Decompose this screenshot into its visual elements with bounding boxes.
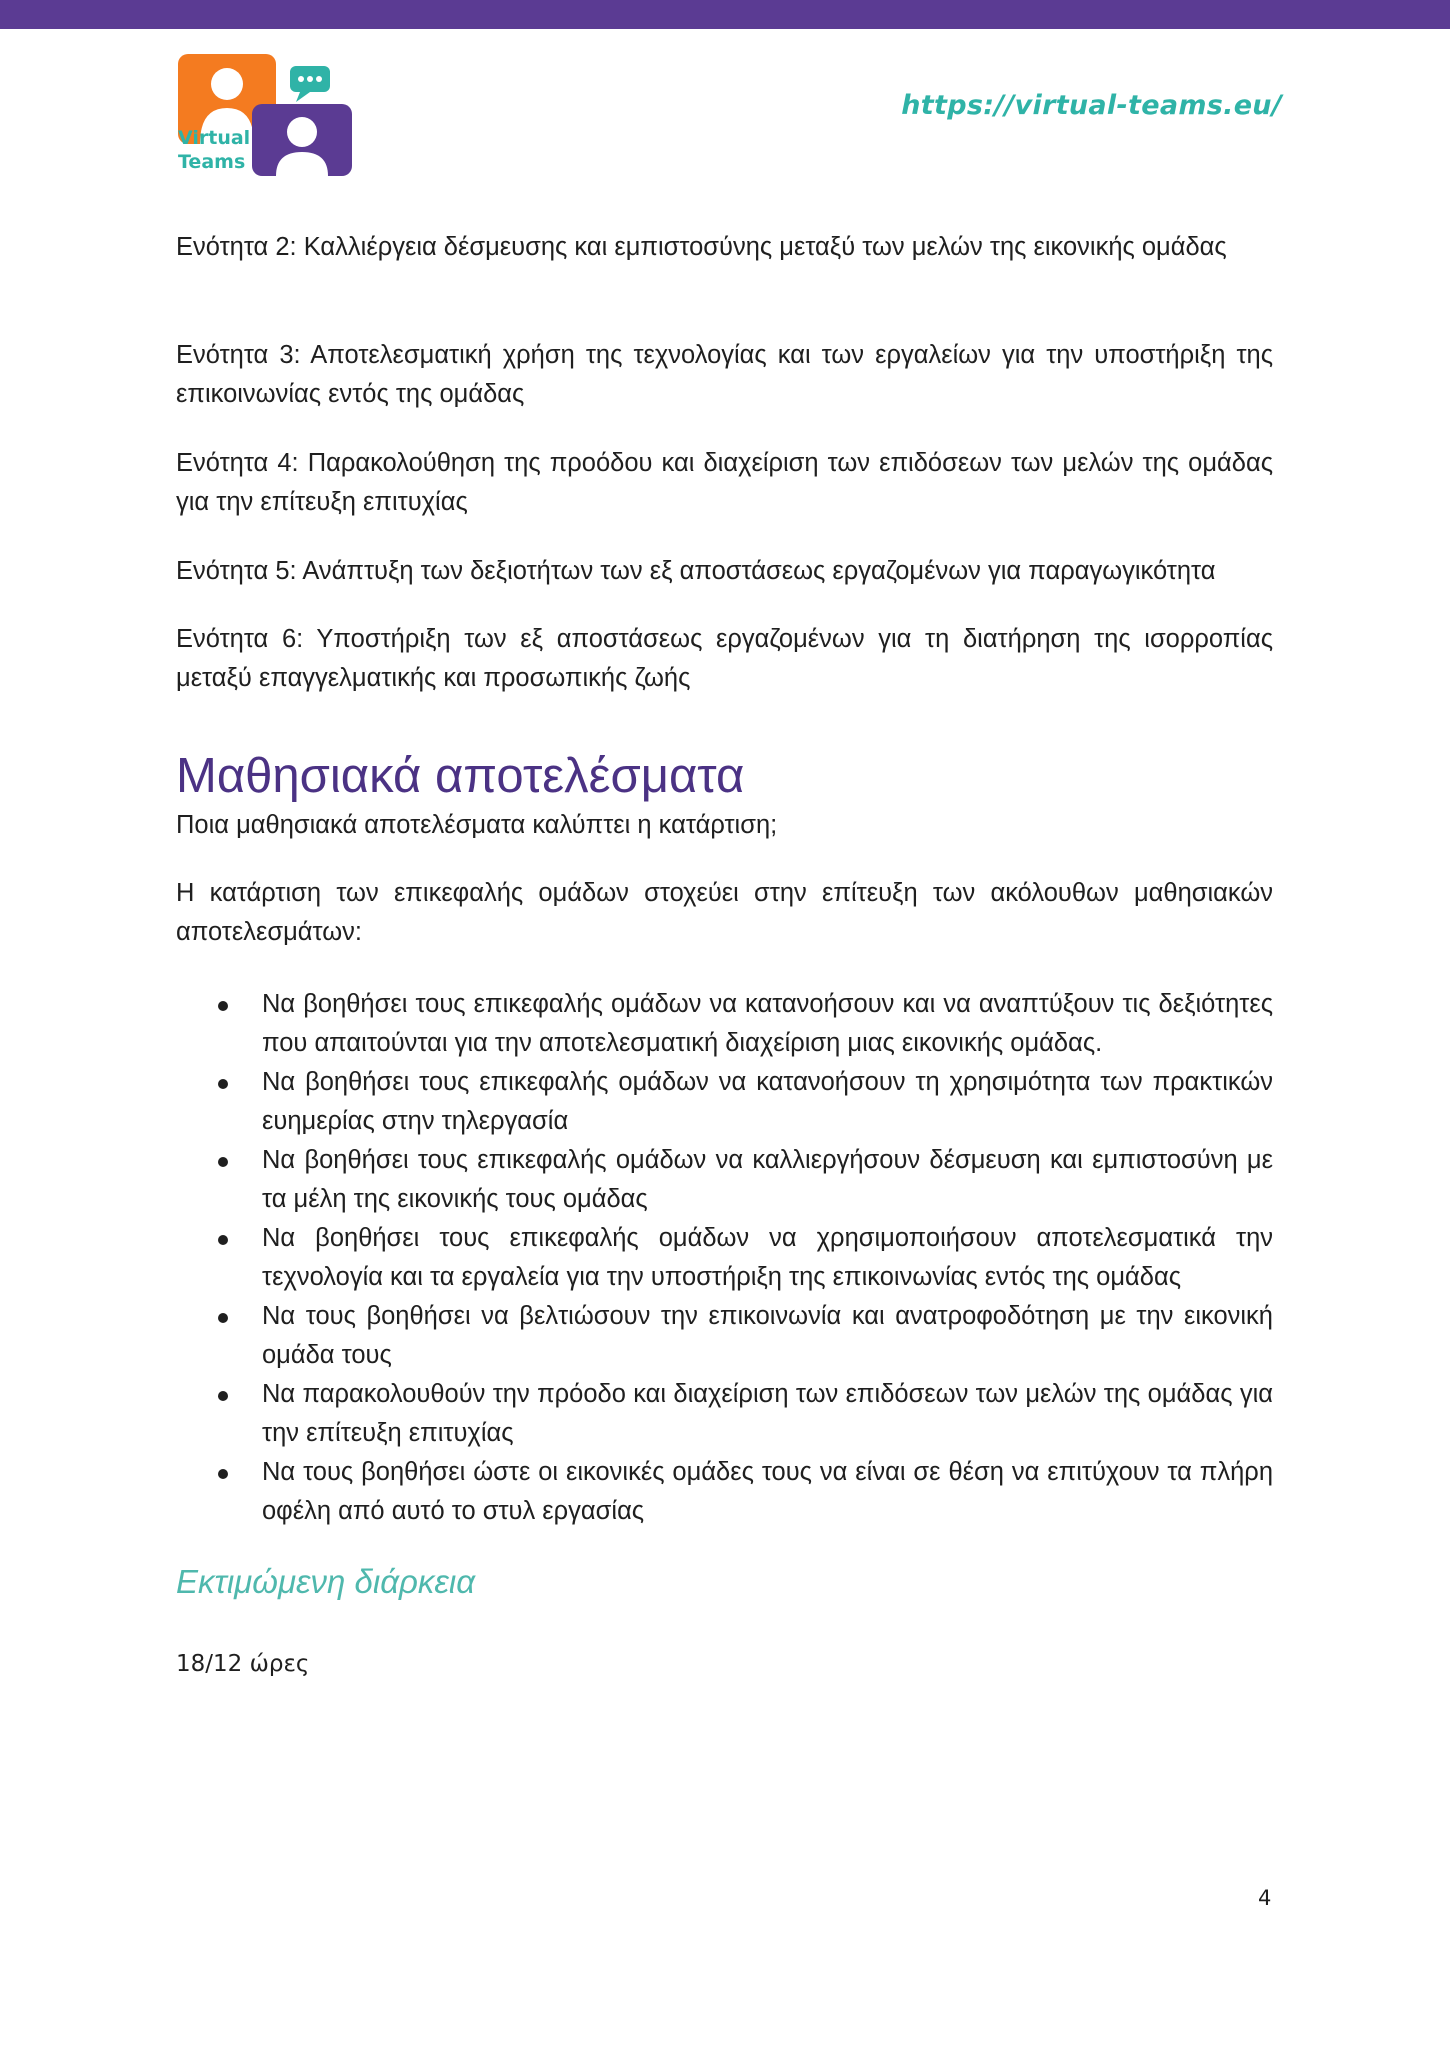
outcome-text: Να παρακολουθούν την πρόοδο και διαχείριση των επιδόσεων των μελών της ομάδας για την επίτευξη επιτυχίας [262,1380,1273,1447]
outcome-text: Να βοηθήσει τους επικεφαλής ομάδων να χρησιμοποιήσουν αποτελεσματικά την τεχνολογία και τα εργαλεία για την υποστήριξη της επικοινωνίας εντός της ομάδας [262,1224,1273,1291]
site-url-link[interactable]: https://virtual-teams.eu/ [901,90,1282,121]
bullet-icon [218,1391,228,1401]
module-5: Ενότητα 5: Ανάπτυξη των δεξιοτήτων των εξ αποστάσεως εργαζομένων για παραγωγικότητα [176,557,1216,585]
page-number: 4 [1258,1886,1272,1910]
logo-text-teams: Teams [178,151,246,173]
virtual-teams-logo [174,52,354,178]
learning-question: Ποια μαθησιακά αποτελέσματα καλύπτει η κατάρτιση; [176,811,778,839]
outcome-text: Να βοηθήσει τους επικεφαλής ομάδων να καλλιεργήσουν δέσμευση και εμπιστοσύνη με τα μέλη της εικονικής τους ομάδας [262,1146,1273,1213]
list-item [176,1453,1273,1531]
learning-intro: Η κατάρτιση των επικεφαλής ομάδων στοχεύει στην επίτευξη των ακόλουθων μαθησιακών αποτελεσμάτων: [176,879,1273,946]
top-color-bar [0,0,1450,29]
module-2: Ενότητα 2: Καλλιέργεια δέσμευσης και εμπιστοσύνης μεταξύ των μελών της εικονικής ομάδας [176,233,1227,261]
bullet-icon [218,1001,228,1011]
list-item [176,985,1273,1063]
module-3: Ενότητα 3: Αποτελεσματική χρήση της τεχνολογίας και των εργαλείων για την υποστήριξη της επικοινωνίας εντός της ομάδας [176,341,1273,408]
outcome-text: Να βοηθήσει τους επικεφαλής ομάδων να κατανοήσουν και να αναπτύξουν τις δεξιότητες που απαιτούνται για την αποτελεσματική διαχείριση μιας εικονικής ομάδας. [262,990,1273,1057]
learning-outcomes-heading: Μαθησιακά αποτελέσματα [176,749,745,803]
list-item [176,1297,1273,1375]
list-item [176,1063,1273,1141]
logo-text [178,126,250,174]
outcome-text: Να τους βοηθήσει να βελτιώσουν την επικοινωνία και ανατροφοδότηση με την εικονική ομάδα τους [262,1302,1273,1369]
list-item [176,1375,1273,1453]
learning-outcomes-list [176,985,1273,1531]
module-4: Ενότητα 4: Παρακολούθηση της προόδου και διαχείριση των επιδόσεων των μελών της ομάδας για την επίτευξη επιτυχίας [176,449,1273,516]
bullet-icon [218,1469,228,1479]
duration-value: 18/12 ώρες [176,1651,310,1677]
list-item [176,1141,1273,1219]
duration-heading: Εκτιμώμενη διάρκεια [176,1563,476,1600]
bullet-icon [218,1157,228,1167]
module-6: Ενότητα 6: Υποστήριξη των εξ αποστάσεως εργαζομένων για τη διατήρηση της ισορροπίας μεταξύ επαγγελματικής και προσωπικής ζωής [176,625,1273,692]
list-item [176,1219,1273,1297]
bullet-icon [218,1235,228,1245]
outcome-text: Να βοηθήσει τους επικεφαλής ομάδων να κατανοήσουν τη χρησιμότητα των πρακτικών ευημερίας στην τηλεργασία [262,1068,1273,1135]
logo-text-virtual: Virtual [178,127,251,149]
bullet-icon [218,1313,228,1323]
bullet-icon [218,1079,228,1089]
outcome-text: Να τους βοηθήσει ώστε οι εικονικές ομάδες τους να είναι σε θέση να επιτύχουν τα πλήρη οφέλη από αυτό το στυλ εργασίας [262,1458,1273,1525]
